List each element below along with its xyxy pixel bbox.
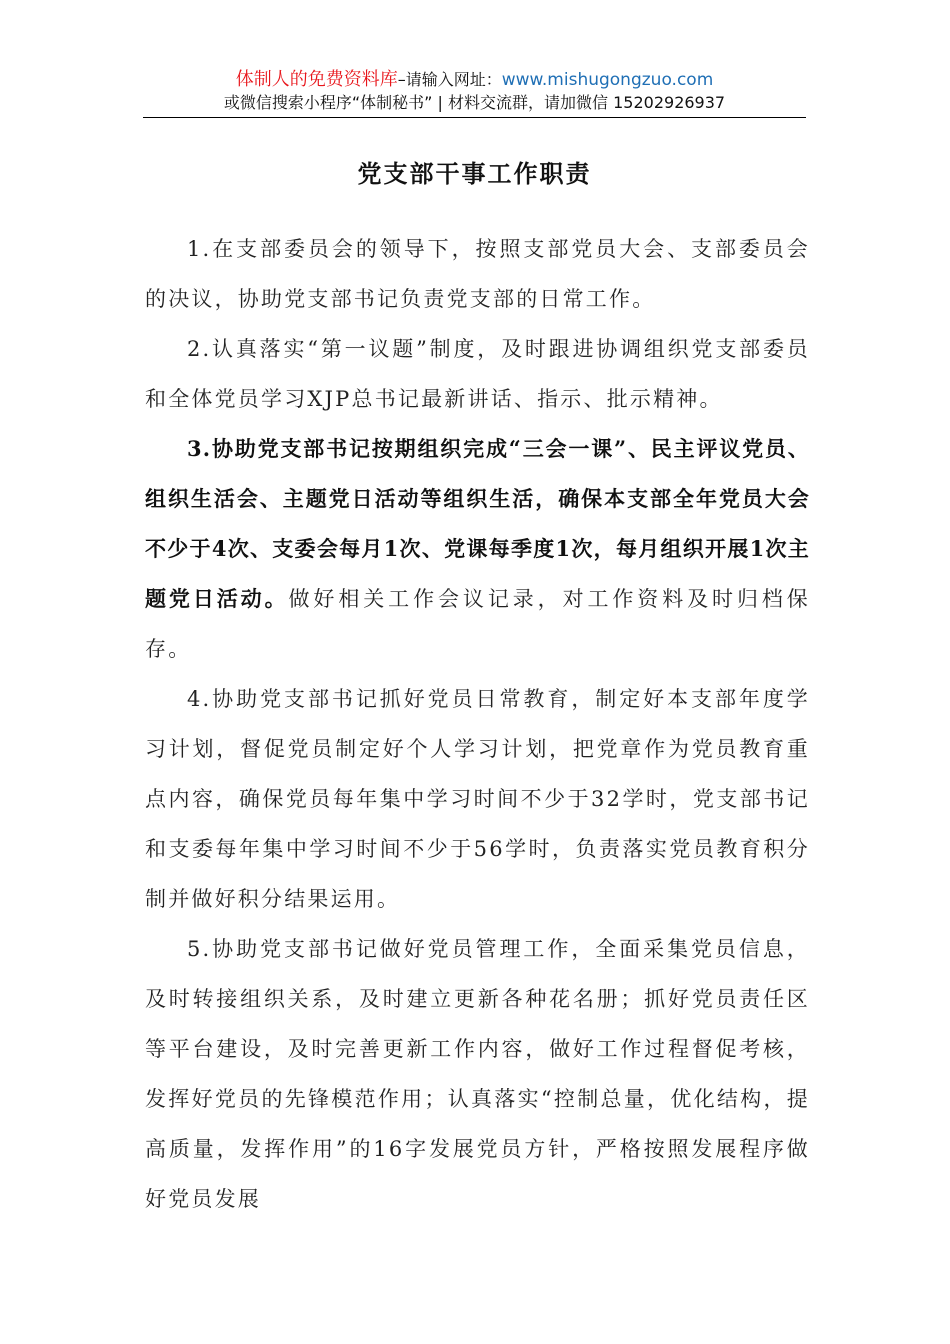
- website-link[interactable]: www.mishugongzuo.com: [501, 70, 714, 90]
- paragraph-text: 做好相关工作会议记录，对工作资料及时归档保存。: [145, 587, 811, 661]
- paragraph-bold-text: 3.协助党支部书记按期组织完成“三会一课”、民主评议党员、组织生活会、主题党日活动等组织生活，确保本支部全年党员大会不少于4次、支委会每月1次、党课每季度1次，每月组织开展1次主题党日活动。: [145, 436, 810, 611]
- url-prompt: –请输入网址：: [397, 70, 502, 89]
- brand-text: 体制人的免费资料库: [235, 69, 398, 90]
- paragraph-4: [145, 674, 810, 924]
- header-line-2: 或微信搜索小程序“体制秘书” | 材料交流群，请加微信 15202926937: [223, 93, 726, 112]
- document-title: 党支部干事工作职责: [357, 159, 592, 188]
- paragraph-text: 2.认真落实“第一议题”制度，及时跟进协调组织党支部委员和全体党员学习XJP总书记最新讲话、指示、批示精神。: [145, 337, 810, 411]
- paragraph-2: [145, 324, 810, 424]
- header-line-1: [143, 68, 806, 92]
- paragraph-text: 1.在支部委员会的领导下，按照支部党员大会、支部委员会的决议，协助党支部书记负责党支部的日常工作。: [145, 237, 810, 311]
- paragraph-5: [145, 924, 810, 1224]
- header-divider: [143, 117, 806, 118]
- paragraph-text: 5.协助党支部书记做好党员管理工作，全面采集党员信息，及时转接组织关系，及时建立更新各种花名册；抓好党员责任区等平台建设，及时完善更新工作内容，做好工作过程督促考核，发挥好党员的先锋模范作用；认真落实“控制总量，优化结构，提高质量，发挥作用”的16字发展党员方针，严格按照发展程序做好党员发展: [145, 937, 810, 1211]
- document-body: [145, 224, 810, 1224]
- paragraph-3: [145, 424, 810, 674]
- paragraph-1: [145, 224, 810, 324]
- page-header: [143, 68, 806, 114]
- paragraph-text: 4.协助党支部书记抓好党员日常教育，制定好本支部年度学习计划，督促党员制定好个人学习计划，把党章作为党员教育重点内容，确保党员每年集中学习时间不少于32学时，党支部书记和支委每年集中学习时间不少于56学时，负责落实党员教育积分制并做好积分结果运用。: [145, 687, 810, 911]
